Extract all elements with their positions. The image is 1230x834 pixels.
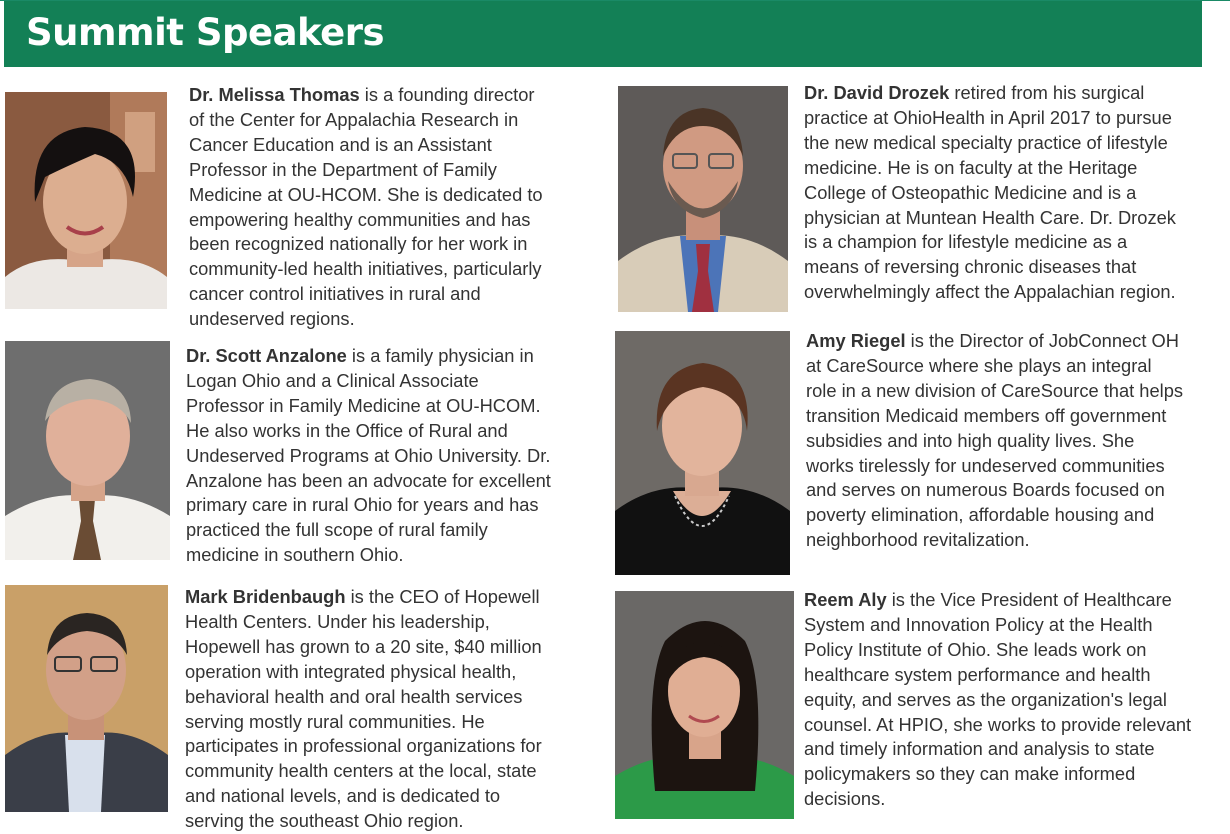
bio-line: poverty elimination, affordable housing and	[806, 504, 1155, 526]
bio-line: transition Medicaid members off government	[806, 404, 1167, 426]
portrait-man-glasses-suit-icon	[5, 585, 168, 812]
bio-line: at CareSource where she plays an integral	[806, 354, 1152, 376]
bio-line: Logan Ohio and a Clinical Associate	[186, 369, 479, 391]
bio-line: works tirelessly for undeserved communities	[806, 454, 1165, 476]
bio-line: is the Vice President of Healthcare	[886, 589, 1172, 610]
bio-line: the new medical specialty practice of lifestyle	[804, 131, 1168, 153]
bio-line: decisions.	[804, 788, 886, 810]
bio-line: empowering healthy communities and has	[189, 208, 531, 230]
bio-line: is a founding director	[359, 84, 535, 105]
bio-line: is a family physician in	[346, 345, 534, 366]
portrait-man-tie-icon	[5, 341, 170, 560]
bio-line: healthcare system performance and health	[804, 663, 1151, 685]
speaker-bio-mark-bridenbaugh	[185, 585, 542, 834]
bio-line: College of Osteopathic Medicine and is a	[804, 181, 1137, 203]
speaker-bio-melissa-thomas	[189, 83, 543, 332]
speaker-photo-scott-anzalone	[5, 341, 170, 560]
bio-line: is the Director of JobConnect OH	[905, 330, 1179, 351]
bio-line: practiced the full scope of rural family	[186, 519, 488, 541]
portrait-woman-short-dark-hair-icon	[5, 92, 167, 309]
speaker-bio-amy-riegel	[806, 329, 1183, 553]
bio-line: operation with integrated physical health,	[185, 660, 517, 682]
bio-line: He also works in the Office of Rural and	[186, 419, 508, 441]
bio-line: practice at OhioHealth in April 2017 to pursue	[804, 106, 1172, 128]
bio-line: medicine in southern Ohio.	[186, 544, 404, 566]
portrait-man-beard-glasses-icon	[618, 86, 788, 312]
bio-line: cancer control initiatives in rural and	[189, 283, 481, 305]
bio-line: community health centers at the local, state	[185, 760, 537, 782]
portrait-woman-curly-hair-icon	[615, 591, 794, 819]
speaker-photo-mark-bridenbaugh	[5, 585, 168, 812]
bio-line: and serves on numerous Boards focused on	[806, 479, 1165, 501]
bio-line: behavioral health and oral health services	[185, 685, 523, 707]
bio-line: serving the southeast Ohio region.	[185, 810, 464, 832]
bio-line: Anzalone has been an advocate for excellent	[186, 469, 551, 491]
speaker-name: Dr. Scott Anzalone	[186, 345, 347, 366]
bio-line: community-led health initiatives, particularly	[189, 258, 542, 280]
bio-line: participates in professional organizations for	[185, 735, 542, 757]
speaker-bio-david-drozek	[804, 81, 1176, 305]
bio-line: means of reversing chronic diseases that	[804, 256, 1137, 278]
bio-line: role in a new division of CareSource that helps	[806, 379, 1184, 401]
speaker-photo-melissa-thomas	[5, 92, 167, 309]
bio-line: overwhelmingly affect the Appalachian region.	[804, 281, 1176, 303]
bio-line: subsidies and into high quality lives. She	[806, 429, 1135, 451]
speaker-photo-reem-aly	[615, 591, 794, 819]
page-title: Summit Speakers	[26, 11, 385, 54]
bio-line: physician at Muntean Health Care. Dr. Drozek	[804, 206, 1176, 228]
bio-line: counsel. At HPIO, she works to provide relevant	[804, 713, 1192, 735]
bio-line: Undeserved Programs at Ohio University. Dr.	[186, 444, 551, 466]
bio-line: retired from his surgical	[949, 82, 1145, 103]
bio-line: and timely information and analysis to state	[804, 738, 1155, 760]
bio-line: neighborhood revitalization.	[806, 529, 1030, 551]
speaker-name: Mark Bridenbaugh	[185, 586, 346, 607]
bio-line: Cancer Education and is an Assistant	[189, 133, 492, 155]
speaker-name: Dr. David Drozek	[804, 82, 950, 103]
bio-line: is a champion for lifestyle medicine as a	[804, 231, 1128, 253]
bio-line: of the Center for Appalachia Research in	[189, 108, 519, 130]
speaker-name: Reem Aly	[804, 589, 887, 610]
bio-line: primary care in rural Ohio for years and has	[186, 494, 539, 516]
bio-line: policymakers so they can make informed	[804, 763, 1136, 785]
bio-line: been recognized nationally for her work in	[189, 233, 528, 255]
bio-line: Professor in the Department of Family	[189, 158, 497, 180]
speaker-name: Dr. Melissa Thomas	[189, 84, 360, 105]
bio-line: is the CEO of Hopewell	[345, 586, 540, 607]
bio-line: and national levels, and is dedicated to	[185, 785, 501, 807]
bio-line: medicine. He is on faculty at the Heritage	[804, 156, 1138, 178]
speaker-name: Amy Riegel	[806, 330, 906, 351]
page-header	[4, 1, 1202, 67]
bio-line: Hopewell has grown to a 20 site, $40 million	[185, 635, 542, 657]
bio-line: undeserved regions.	[189, 308, 355, 330]
bio-line: Medicine at OU-HCOM. She is dedicated to	[189, 183, 543, 205]
speaker-bio-reem-aly	[804, 588, 1191, 812]
portrait-woman-necklace-icon	[615, 331, 790, 575]
speaker-photo-david-drozek	[618, 86, 788, 312]
bio-line: equity, and serves as the organization's legal	[804, 688, 1167, 710]
bio-line: serving mostly rural communities. He	[185, 710, 485, 732]
speaker-photo-amy-riegel	[615, 331, 790, 575]
bio-line: Health Centers. Under his leadership,	[185, 610, 490, 632]
bio-line: System and Innovation Policy at the Health	[804, 613, 1153, 635]
bio-line: Policy Institute of Ohio. She leads work on	[804, 638, 1147, 660]
speaker-bio-scott-anzalone	[186, 344, 551, 568]
bio-line: Professor in Family Medicine at OU-HCOM.	[186, 394, 541, 416]
